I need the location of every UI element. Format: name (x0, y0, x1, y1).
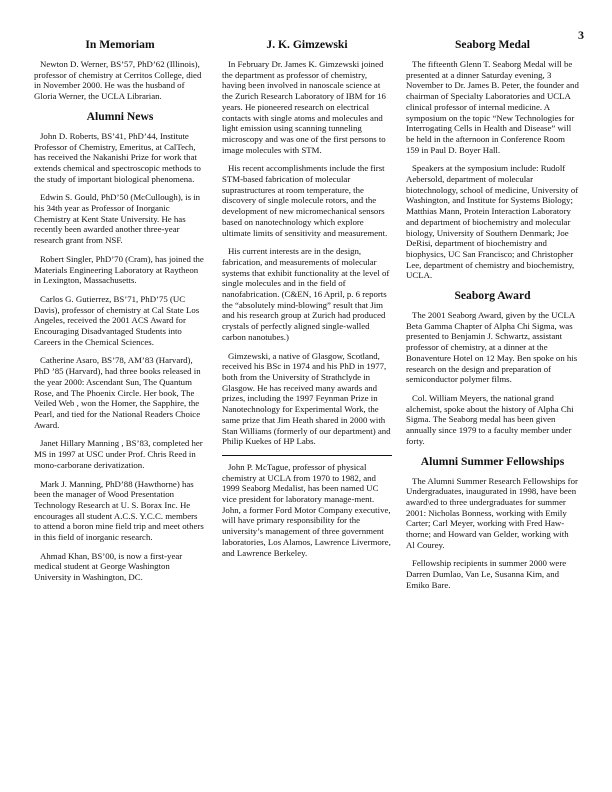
in-memoriam-paragraph: Newton D. Werner, BS’57, PhD’62 (Illinois), professor of chemistry at Cerritos College, died in November 2000. He was the husband of Gloria Werner, the UCLA Librarian. (34, 59, 202, 102)
gimzewski-paragraph: Gimzewski, a native of Glasgow, Scotland, received his BSc in 1974 and his PhD in 1977, both from the University of Strathclyde in Glasgow. He has received many awards and prizes, including the 1997 Feynman Prize in Nanotechnology for Experimental Work, the same prize that Jim Heath shared in 2000 with Stan Williams (formerly of our department) and Philip Kuekes of HP Labs. (222, 350, 391, 447)
fellowships-paragraph: Fellowship recipients in summer 2000 were Darren Dumlao, Van Le, Susanna Kim, and Emiko Bare. (406, 558, 567, 590)
seaborg-medal-paragraph: The fifteenth Glenn T. Seaborg Medal will be presented at a dinner Saturday evening, 3 November to Dr. James B. Peter, the founder and chairman of Specialty Laboratories and UCLA clinical professor of internal medicine. A symposium on the topic “New Technologies for Interrogating Cells in Health and Disease” will be held in the afternoon in Conference Room 159 in Paul D. Boyer Hall. (406, 59, 579, 155)
column-3 (406, 38, 579, 599)
gimzewski-paragraph: His recent accomplishments include the first STM-based fabrication of molecular suprastructures at room temperature, the discovery of single molecule rotors, and the development of new micromechanical sensors based on nanotechnology which explore ultimate limits of sensitivity and measurement. (222, 163, 388, 238)
page-number: 3 (578, 28, 584, 42)
mctague-paragraph: John P. McTague, professor of physical chemistry at UCLA from 1970 to 1982, and 1999 Seaborg Medalist, has been named UC vice president for laboratory manage-ment. John, a former Ford Motor Company executive, will have primary responsibility for the university’s management of three government laboratories, Los Alamos, Lawrence Livermore, and Lawrence Berkeley. (222, 461, 391, 558)
gimzewski-heading: J. K. Gimzewski (266, 38, 348, 51)
alumni-news-paragraph: Mark J. Manning, PhD’88 (Hawthorne) has been the manager of Wood Presentation Technology Research at U. S. Borax Inc. He encourages all student A.C.S. Y.C.C. members to attend a boron mine field trip and meet others in this field of inorganic research. (34, 478, 204, 543)
alumni-news-paragraph: Catherine Asaro, BS’78, AM’83 (Harvard), PhD ’85 (Harvard), had three books released in the year 2000: Ascendant Sun, The Quantum Rose, and The Phoenix Circle. Her book, The Veiled Web , won the Homer, the Sapphire, the Pearl, and tied for the National Readers Choice Award. (34, 355, 201, 430)
seaborg-medal-heading: Seaborg Medal (454, 38, 531, 51)
gimzewski-paragraph: His current interests are in the design, fabrication, and measurements of molecular systems that exhibit functionality at the level of single molecules and in the field of nanofabrication. (C&EN, 16 April, p. 6 reports the “absolutely mind-blowing” result that Jim and his research group at Zurich had produced crystals of perfectly aligned single-walled carbon nanotubes.) (222, 246, 390, 342)
gimzewski-paragraph: In February Dr. James K. Gimzewski joined the department as professor of chemistry, having been involved in nanoscale science at the Zurich Research Laboratory of IBM for 16 years. He pioneered research on electrical contacts with single atoms and molecules and light emission using scanning tunneling microscopy and was one of the first persons to image molecules with STM. (222, 59, 386, 155)
fellowships-paragraph: The Alumni Summer Research Fellowships for Undergraduates, inaugurated in 1998, have been award\ed to three undergraduates for summer 2001: Nicholas Bonness, working with Emily Carter; Carl Meyer, working with Fred Haw-thorne; and Howard van Gelder, working with Al Courey. (406, 475, 578, 550)
alumni-news-paragraph: Carlos G. Gutierrez, BS’71, PhD’75 (UC Davis), professor of chemistry at Cal State Los Angeles, received the 2001 ACS Award for Encouraging Disadvantaged Students into Careers in the Chemical Sciences. (34, 293, 200, 347)
section-divider (222, 455, 392, 456)
seaborg-medal-paragraph: Speakers at the symposium include: Rudolf Aebersold, department of molecular biotechnology, school of medicine, University of Washington, and Institute for Systems Biology; Matthias Mann, Protein Interaction Laboratory and department of biochemistry and molecular biology, University of Southern Denmark; Joe DeRisi, department of biochemistry and biophysics, UC San Francisco; and Christopher Lee, department of chemistry and biochemistry, UCLA. (406, 163, 579, 281)
alumni-news-paragraph: Edwin S. Gould, PhD’50 (McCullough), is in his 34th year as Professor of Inorganic Chemistry at Kent State University. He has recently been awarded another three-year research grant from NSF. (34, 192, 201, 246)
seaborg-award-paragraph: The 2001 Seaborg Award, given by the UCLA Beta Gamma Chapter of Alpha Chi Sigma, was presented to Benjamin J. Schwartz, assistant professor of chemistry, at a dinner at the Bonaventure Hotel on 12 May. Ben spoke on his research on the design and preparation of semiconductor polymer films. (406, 310, 578, 385)
seaborg-award-heading: Seaborg Award (454, 289, 531, 303)
seaborg-award-paragraph: Col. William Meyers, the national grand alchemist, spoke about the history of Alpha Chi Sigma. The Seaborg medal has been given annually since 1979 to a faculty member under forty. (406, 392, 574, 446)
alumni-news-paragraph: Robert Singler, PhD’70 (Cram), has joined the Materials Engineering Laboratory at Raytheon in Lexington, Massachusetts. (34, 253, 204, 286)
alumni-news-paragraph: Ahmad Khan, BS’00, is now a first-year medical student at George Washington University in Washington, DC. (34, 550, 183, 583)
alumni-news-heading: Alumni News (86, 109, 154, 123)
alumni-news-paragraph: John D. Roberts, BS’41, PhD’44, Institute Professor of Chemistry, Emeritus, at CalTech, has received the Nakanishi Prize for work that extends chemical and spectroscopic methods to the study of important biological phenomena. (34, 130, 201, 184)
in-memoriam-heading: In Memoriam (85, 38, 155, 51)
fellowships-heading: Alumni Summer Fellowships (420, 454, 565, 468)
column-2 (222, 38, 392, 566)
alumni-news-paragraph: Janet Hillary Manning , BS’83, completed her MS in 1997 at USC under Prof. Chris Reed in mono-carborane derivatization. (34, 438, 203, 470)
column-1 (34, 38, 206, 591)
